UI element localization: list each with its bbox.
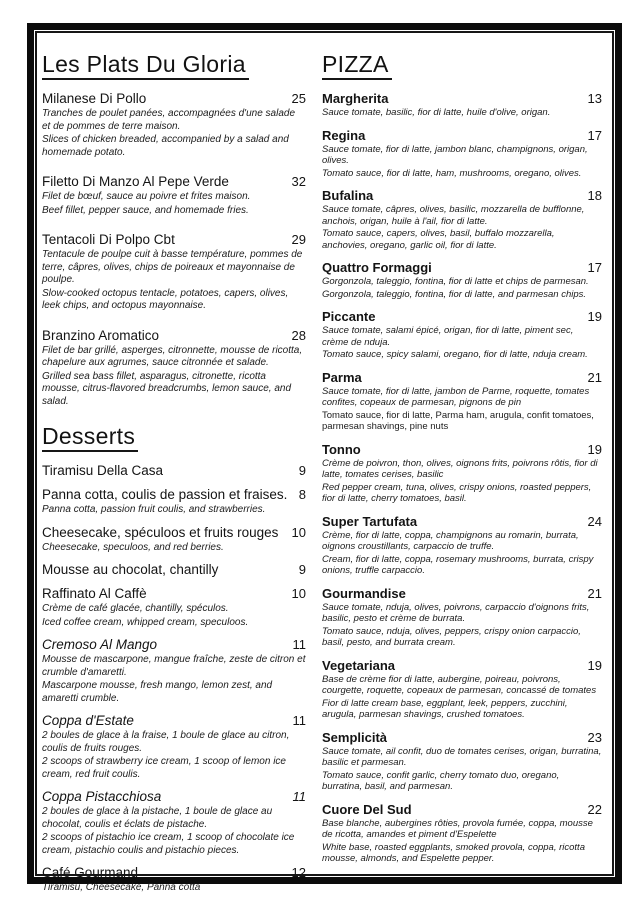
- menu-item: [42, 637, 306, 705]
- item-name: Tentacoli Di Polpo Cbt: [42, 232, 175, 247]
- item-name: Regina: [322, 127, 366, 143]
- item-price: 24: [587, 513, 602, 529]
- item-price: 11: [292, 713, 306, 728]
- item-description: Sauce tomate, câpres, olives, basilic, mozzarella de bufflonne, anchois, origan, huile à l'ail, fior di latte.: [322, 204, 585, 227]
- menu-item: [42, 232, 306, 313]
- menu-item: [42, 713, 306, 781]
- item-price: 9: [298, 562, 306, 577]
- item-description: Sauce tomate, fior di latte, jambon de Parme, roquette, tomates confites, copeaux de parmesan, pignons de pin: [322, 385, 590, 408]
- menu-column-plats-et-desserts: [42, 51, 306, 903]
- item-price: 29: [291, 232, 306, 247]
- item-description: Gorgonzola, taleggio, fontina, fior di latte, and parmesan chips.: [322, 288, 587, 300]
- item-description: Iced coffee cream, whipped cream, speculoos.: [42, 616, 249, 628]
- item-price: 28: [291, 327, 306, 343]
- item-price: 18: [587, 188, 602, 203]
- menu-item: [322, 514, 602, 577]
- menu-card-border: [27, 23, 622, 893]
- menu-item-title-row: [322, 730, 602, 745]
- item-name: Coppa Pistacchiosa: [42, 789, 162, 804]
- item-description: Tiramisu, Cheesecake, Panna cotta: [42, 882, 201, 893]
- item-name: Super Tartufata: [322, 513, 418, 529]
- item-name: Milanese Di Pollo: [42, 91, 147, 106]
- menu-item-title-row: [42, 91, 306, 107]
- menu-item: [42, 487, 306, 517]
- item-price: 11: [292, 637, 306, 652]
- menu-item: [42, 562, 306, 578]
- item-description: White base, roasted eggplants, smoked provola, coppa, ricotta mousse, almonds, and Espelette pepper.: [322, 841, 585, 864]
- item-name: Bufalina: [322, 188, 374, 203]
- section-heading: Les Plats Du Gloria: [42, 51, 249, 80]
- item-price: 19: [587, 657, 602, 673]
- item-description: 2 boules de glace à la pistache, 1 boule de glace au chocolat, coulis et éclats de pistache.: [42, 806, 273, 830]
- item-price: 10: [291, 586, 306, 601]
- item-name: Branzino Aromatico: [42, 327, 160, 343]
- item-description: Sauce tomate, fior di latte, jambon blanc, champignons, origan, olives.: [322, 143, 588, 166]
- item-price: 10: [291, 524, 306, 540]
- item-description: Tomato sauce, capers, olives, basil, buffalo mozzarella, anchovies, oregano, garlic oil, fior di latte.: [322, 228, 555, 251]
- item-price: 12: [291, 865, 306, 880]
- section-heading: PIZZA: [322, 51, 392, 80]
- item-name: Tiramisu Della Casa: [42, 463, 164, 478]
- item-description: 2 scoops of pistachio ice cream, 1 scoop of chocolate ice cream, pistachio coulis and pistachio pieces.: [42, 832, 295, 856]
- item-description: Sauce tomate, salami épicé, origan, fior di latte, piment sec, crème de nduja.: [322, 325, 574, 348]
- item-price: 17: [587, 127, 602, 143]
- menu-item-title-row: [42, 232, 306, 248]
- menu-section: [322, 51, 602, 865]
- item-name: Piccante: [322, 309, 376, 324]
- section-heading-row: [42, 423, 306, 452]
- menu-item-title-row: [322, 91, 602, 106]
- item-description: Sauce tomate, nduja, olives, poivrons, carpaccio d'oignons frits, basilic, pesto et crème de burrata.: [322, 601, 590, 624]
- menu-item-title-row: [42, 789, 306, 805]
- item-description: Tomato sauce, spicy salami, oregano, fior di latte, nduja cream.: [322, 349, 588, 360]
- menu-item: [322, 128, 602, 180]
- item-price: 17: [587, 260, 602, 275]
- item-price: 25: [291, 91, 306, 106]
- menu-item-title-row: [42, 865, 306, 881]
- item-price: 11: [292, 789, 306, 804]
- menu-item-title-row: [42, 525, 306, 541]
- item-name: Parma: [322, 369, 362, 385]
- menu-item: [322, 188, 602, 251]
- item-price: 21: [587, 369, 602, 385]
- item-price: 19: [587, 441, 602, 457]
- item-description: Grilled sea bass fillet, asparagus, citronette, ricotta mousse, citrus-flavored breadcrumbs, lemon sauce, and salad.: [42, 370, 292, 407]
- menu-item: [322, 260, 602, 300]
- item-description: Tranches de poulet panées, accompagnées d'une salade et de pommes de terre maison.: [42, 108, 296, 132]
- item-name: Cuore Del Sud: [322, 801, 412, 817]
- menu-item: [322, 586, 602, 649]
- menu-section: [42, 423, 306, 895]
- item-description: Beef fillet, pepper sauce, and homemade fries.: [42, 204, 249, 216]
- menu-item: [42, 865, 306, 895]
- menu-item: [42, 463, 306, 479]
- item-price: 9: [298, 463, 306, 478]
- section-heading-row: [322, 51, 602, 80]
- item-price: 22: [587, 801, 602, 817]
- item-name: Panna cotta, coulis de passion et fraises.: [42, 487, 288, 502]
- item-description: 2 boules de glace à la fraise, 1 boule de glace au citron, coulis de fruits rouges.: [42, 730, 290, 754]
- menu-item-title-row: [42, 463, 306, 479]
- menu-item: [322, 309, 602, 361]
- menu-item: [322, 91, 602, 119]
- menu-item: [322, 802, 602, 865]
- item-description: Fior di latte cream base, eggplant, leek, peppers, zucchini, arugula, parmesan shavings, crushed tomatoes.: [322, 697, 568, 720]
- item-description: Filet de bœuf, sauce au poivre et frites maison.: [42, 191, 251, 202]
- item-name: Raffinato Al Caffè: [42, 586, 147, 601]
- menu-item-title-row: [42, 487, 306, 503]
- menu-item-title-row: [42, 562, 306, 578]
- menu-item-title-row: [322, 514, 602, 529]
- item-description: Red pepper cream, tuna, olives, crispy onions, roasted peppers, fior di latte, cherry tomatoes, basil.: [322, 481, 592, 504]
- menu-column-pizza: [322, 51, 602, 874]
- item-name: Filetto Di Manzo Al Pepe Verde: [42, 174, 229, 189]
- item-price: 23: [587, 729, 602, 745]
- item-price: 21: [587, 585, 602, 601]
- item-description: Cream, fior di latte, coppa, rosemary mushrooms, burrata, crispy onions, truffle carpaccio.: [322, 553, 594, 576]
- item-name: Tonno: [322, 441, 361, 457]
- menu-item-title-row: [322, 309, 602, 324]
- item-description: Tomato sauce, confit garlic, cherry tomato duo, oregano, burratina, basil, and parmesan.: [322, 769, 560, 792]
- item-description: Mascarpone mousse, fresh mango, lemon zest, and amaretti crumble.: [42, 680, 273, 704]
- section-heading-row: [42, 51, 306, 80]
- item-description: Tentacule de poulpe cuit à basse température, pommes de terre, câpres, olives, chips de poireaux et mayonnaise de poulpe.: [42, 249, 303, 285]
- menu-item: [42, 91, 306, 159]
- item-description: Slices of chicken breaded, accompanied by a salad and homemade potato.: [42, 134, 289, 158]
- menu-item-title-row: [322, 658, 602, 673]
- item-description: Slow-cooked octopus tentacle, potatoes, capers, olives, leek chips, and octopus mayonnaise.: [42, 287, 289, 311]
- item-description: Tomato sauce, fior di latte, Parma ham, arugula, confit tomatoes, parmesan shavings, pine nuts: [322, 409, 594, 432]
- item-name: Quattro Formaggi: [322, 260, 432, 275]
- item-description: Crème de poivron, thon, olives, oignons frits, poivrons rôtis, fior di latte, tomates cerises, basilic: [322, 457, 598, 480]
- item-description: Tomato sauce, nduja, olives, peppers, crispy onion carpaccio, basil, pesto, and burrata cream.: [322, 625, 581, 648]
- item-name: Cheesecake, spéculoos et fruits rouges: [42, 524, 279, 540]
- menu-item: [42, 525, 306, 555]
- menu-item: [42, 174, 306, 217]
- item-description: Cheesecake, speculoos, and red berries.: [42, 541, 224, 553]
- menu-card-inner-border: [35, 31, 614, 893]
- item-description: Mousse de mascarpone, mangue fraîche, zeste de citron et crumble d'amaretti.: [42, 654, 306, 678]
- menu-item: [42, 586, 306, 629]
- menu-item-title-row: [42, 328, 306, 344]
- menu-item: [322, 442, 602, 505]
- item-name: Gourmandise: [322, 585, 406, 601]
- item-description: Crème de café glacée, chantilly, spéculos.: [42, 603, 229, 614]
- menu-item-title-row: [42, 637, 306, 653]
- item-name: Café Gourmand: [42, 865, 139, 880]
- item-description: Crème, fior di latte, coppa, champignons au romarin, burrata, oignons croustillants, carpaccio de truffe.: [322, 529, 579, 552]
- menu-item-title-row: [322, 802, 602, 817]
- item-description: Filet de bar grillé, asperges, citronnette, mousse de ricotta, chapelure aux agrumes, sauce citronnée et salade.: [42, 344, 303, 368]
- menu-item-title-row: [322, 128, 602, 143]
- item-name: Mousse au chocolat, chantilly: [42, 562, 219, 577]
- menu-item-title-row: [322, 586, 602, 601]
- menu-item-title-row: [42, 713, 306, 729]
- item-description: Gorgonzola, taleggio, fontina, fior di latte et chips de parmesan.: [322, 276, 589, 287]
- item-name: Cremoso Al Mango: [42, 637, 158, 652]
- item-description: Panna cotta, passion fruit coulis, and strawberries.: [42, 504, 266, 515]
- menu-item: [42, 328, 306, 409]
- item-description: Base de crème fior di latte, aubergine, poireau, poivrons, courgette, roquette, copeaux de parmesan, concassé de tomates: [322, 673, 597, 696]
- menu-item-title-row: [322, 260, 602, 275]
- menu-item-title-row: [322, 442, 602, 457]
- menu-section: [42, 51, 306, 408]
- menu-item-title-row: [42, 586, 306, 602]
- menu-item-title-row: [322, 370, 602, 385]
- menu-item: [42, 789, 306, 857]
- item-description: 2 scoops of strawberry ice cream, 1 scoop of lemon ice cream, red fruit coulis.: [42, 756, 286, 780]
- item-name: Vegetariana: [322, 657, 395, 673]
- item-price: 8: [298, 487, 306, 502]
- item-name: Margherita: [322, 91, 389, 106]
- menu-item: [322, 730, 602, 793]
- section-heading: Desserts: [42, 423, 138, 452]
- item-price: 13: [587, 91, 602, 106]
- menu-item-title-row: [322, 188, 602, 203]
- menu-item: [322, 658, 602, 721]
- menu-item: [322, 370, 602, 433]
- item-description: Sauce tomate, ail confit, duo de tomates cerises, origan, burratina, basilic et parmesan.: [322, 745, 602, 768]
- item-price: 19: [587, 309, 602, 324]
- item-description: Sauce tomate, basilic, fior di latte, huile d'olive, origan.: [322, 107, 551, 118]
- item-name: Coppa d'Estate: [42, 713, 134, 728]
- menu-item-title-row: [42, 174, 306, 190]
- item-name: Semplicità: [322, 729, 388, 745]
- item-description: Base blanche, aubergines rôties, provola fumée, coppa, mousse de ricotta, amandes et piment d'Espelette: [322, 817, 593, 840]
- item-description: Tomato sauce, fior di latte, ham, mushrooms, oregano, olives.: [322, 167, 582, 179]
- item-price: 32: [291, 174, 306, 189]
